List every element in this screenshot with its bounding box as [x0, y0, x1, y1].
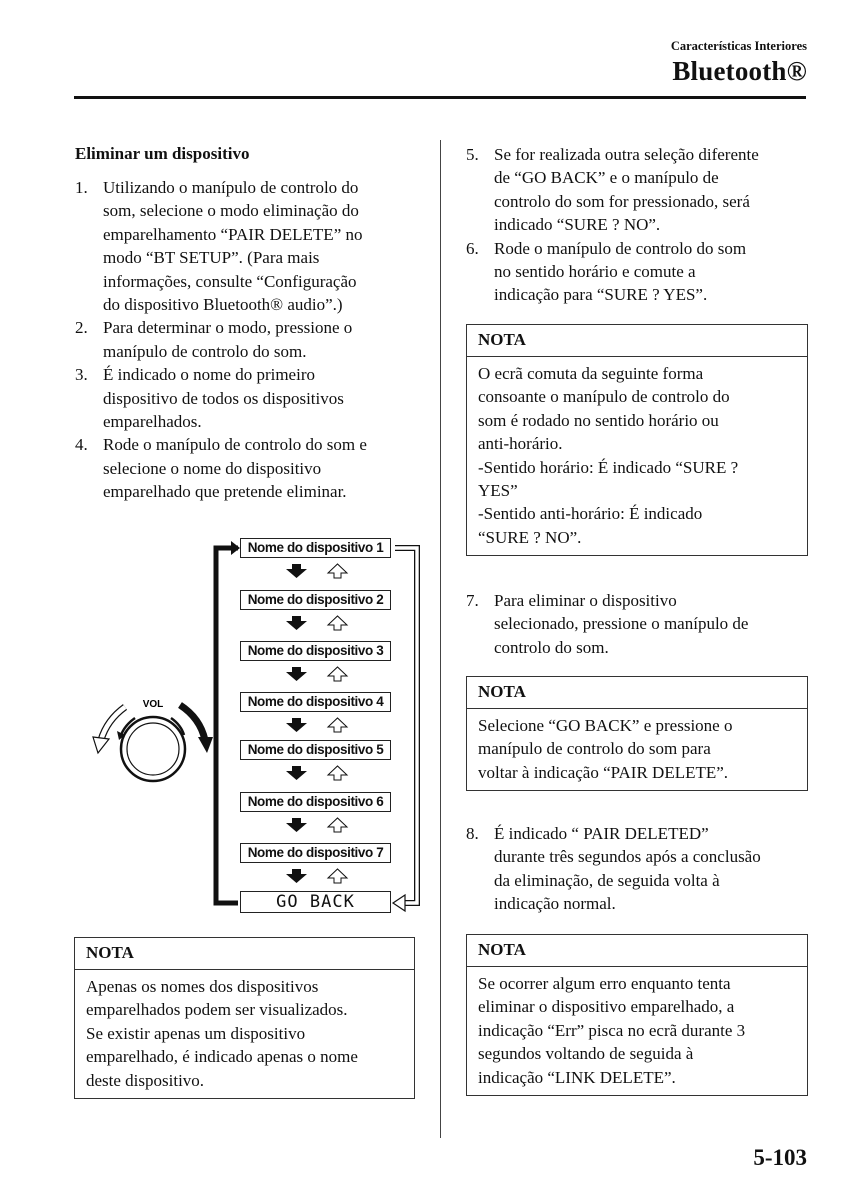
step-line: selecionado, pressione o manípulo de: [494, 614, 749, 634]
step-4: [75, 433, 420, 503]
page-title: Bluetooth®: [672, 56, 807, 86]
step-line: controlo do som.: [494, 637, 609, 657]
step-arrows: [286, 564, 347, 883]
note-heading: NOTA: [467, 325, 807, 357]
step-line: É indicado o nome do primeiro: [103, 365, 315, 385]
note-line: “SURE ? NO”.: [478, 527, 582, 547]
header-section: Características Interiores: [670, 39, 807, 53]
step-line: Para determinar o modo, pressione o: [103, 318, 353, 338]
step-line: som, selecione o modo eliminação do: [103, 201, 359, 221]
device-name-7: Nome do dispositivo 7: [240, 843, 391, 863]
step-line: emparelhamento “PAIR DELETE” no: [103, 224, 363, 244]
column-divider: [440, 140, 441, 1138]
note-line: deste dispositivo.: [86, 1070, 205, 1090]
step-6: [466, 237, 811, 307]
note-line: manípulo de controlo do som para: [478, 739, 711, 759]
step-line: dispositivo de todos os dispositivos: [103, 388, 344, 408]
note-line: segundos voltando de seguida à: [478, 1044, 694, 1064]
steps-list-left: [75, 176, 420, 504]
device-name-1: Nome do dispositivo 1: [240, 538, 391, 558]
down-arrow-icon: [286, 616, 307, 630]
note-line: voltar à indicação “PAIR DELETE”.: [478, 762, 729, 782]
up-arrow-icon: [328, 667, 347, 681]
step-number: 6.: [466, 238, 479, 258]
note-line: eliminar o dispositivo emparelhado, a: [478, 997, 735, 1017]
step-line: manípulo de controlo do som.: [103, 341, 307, 361]
step-number: 8.: [466, 824, 479, 843]
note-heading: NOTA: [75, 938, 414, 970]
step-2: [75, 316, 420, 363]
note-line: Selecione “GO BACK” e pressione o: [478, 716, 733, 735]
step-line: informações, consulte “Configuração: [103, 271, 357, 291]
down-arrow-icon: [286, 766, 307, 780]
volume-knob-inner: [127, 723, 179, 775]
step-number: 1.: [75, 178, 88, 197]
device-name-5: Nome do dispositivo 5: [240, 740, 391, 760]
down-arrow-icon: [286, 564, 307, 578]
note-line: indicação “Err” pisca no ecrã durante 3: [478, 1020, 746, 1040]
step-number: 3.: [75, 365, 88, 385]
note-box-right-2: [466, 676, 808, 791]
step-line: da eliminação, de seguida volta à: [494, 870, 720, 890]
up-arrow-icon: [328, 869, 347, 883]
step-line: Se for realizada outra seleção diferente: [494, 145, 759, 164]
forward-bracket: [216, 548, 238, 903]
up-arrow-icon: [328, 564, 347, 578]
step-line: de “GO BACK” e o manípulo de: [494, 168, 719, 188]
step-number: 4.: [75, 435, 88, 455]
step-3: [75, 363, 420, 433]
step-line: É indicado “ PAIR DELETED”: [494, 824, 709, 843]
step-line: indicado “SURE ? NO”.: [494, 215, 661, 235]
note-line: Se existir apenas um dispositivo: [86, 1023, 306, 1043]
note-line: consoante o manípulo de controlo do: [478, 387, 730, 407]
note-heading: NOTA: [467, 935, 807, 967]
note-line: -Sentido horário: É indicado “SURE ?: [478, 457, 739, 477]
step-line: emparelhado que pretende eliminar.: [103, 482, 347, 502]
note-box-right-3: [466, 934, 808, 1096]
down-arrow-icon: [286, 818, 307, 832]
note-line: YES”: [478, 481, 518, 501]
steps-list-right-b: [466, 589, 811, 659]
step-line: do dispositivo Bluetooth® audio”.): [103, 295, 343, 315]
step-line: Rode o manípulo de controlo do som: [494, 238, 747, 258]
up-arrow-icon: [328, 818, 347, 832]
step-line: selecione o nome do dispositivo: [103, 458, 322, 478]
page-number: 5-103: [753, 1145, 807, 1170]
step-line: modo “BT SETUP”. (Para mais: [103, 248, 320, 268]
note-box-right-1: [466, 324, 808, 556]
step-line: indicação normal.: [494, 894, 616, 914]
device-name-4: Nome do dispositivo 4: [240, 692, 391, 712]
step-8: [466, 822, 811, 916]
step-7: [466, 589, 811, 659]
step-line: emparelhados.: [103, 412, 202, 432]
note-line: Apenas os nomes dos dispositivos: [86, 977, 319, 996]
up-arrow-icon: [328, 718, 347, 732]
step-line: Rode o manípulo de controlo do som e: [103, 435, 367, 455]
note-line: indicação “LINK DELETE”.: [478, 1067, 676, 1087]
step-number: 5.: [466, 145, 479, 164]
step-line: controlo do som for pressionado, será: [494, 191, 750, 211]
note-line: anti-horário.: [478, 434, 563, 454]
steps-list-right-c: [466, 822, 811, 916]
note-line: emparelhados podem ser visualizados.: [86, 1000, 348, 1020]
step-line: durante três segundos após a conclusão: [494, 847, 761, 867]
note-body: [467, 357, 807, 555]
step-1: [75, 176, 420, 316]
device-name-2: Nome do dispositivo 2: [240, 590, 391, 610]
step-line: Utilizando o manípulo de controlo do: [103, 178, 359, 197]
note-line: som é rodado no sentido horário ou: [478, 410, 719, 430]
note-body: [467, 709, 807, 790]
up-arrow-icon: [328, 766, 347, 780]
section-title: Eliminar um dispositivo: [75, 144, 250, 163]
device-selection-diagram: [85, 535, 435, 920]
device-name-3: Nome do dispositivo 3: [240, 641, 391, 661]
note-body: [75, 970, 414, 1098]
down-arrow-icon: [286, 718, 307, 732]
step-line: indicação para “SURE ? YES”.: [494, 285, 708, 305]
vol-label: VOL: [142, 699, 164, 710]
note-line: O ecrã comuta da seguinte forma: [478, 364, 704, 383]
note-body: [467, 967, 807, 1095]
step-line: no sentido horário e comute a: [494, 262, 696, 282]
note-box-left: [74, 937, 415, 1099]
return-bracket: [395, 548, 417, 903]
go-back-display: GO BACK: [240, 891, 391, 913]
note-line: -Sentido anti-horário: É indicado: [478, 504, 703, 524]
steps-list-right-a: [466, 143, 811, 307]
device-name-6: Nome do dispositivo 6: [240, 792, 391, 812]
note-line: emparelhado, é indicado apenas o nome: [86, 1047, 358, 1067]
header-rule: [74, 96, 806, 99]
step-5: [466, 143, 811, 237]
note-heading: NOTA: [467, 677, 807, 709]
step-number: 2.: [75, 318, 88, 338]
down-arrow-icon: [286, 667, 307, 681]
step-line: Para eliminar o dispositivo: [494, 591, 677, 610]
step-number: 7.: [466, 591, 479, 610]
down-arrow-icon: [286, 869, 307, 883]
up-arrow-icon: [328, 616, 347, 630]
return-arrow-icon: [393, 895, 405, 911]
note-line: Se ocorrer algum erro enquanto tenta: [478, 974, 731, 993]
